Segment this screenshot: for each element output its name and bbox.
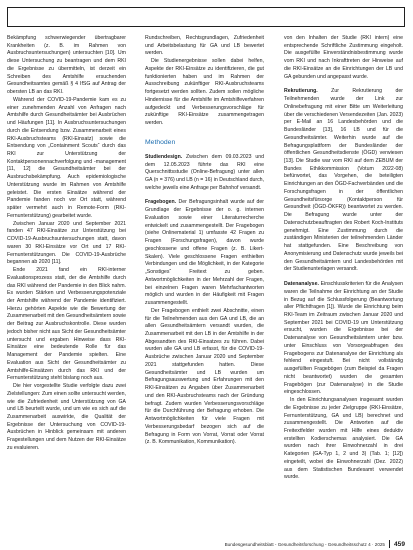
journal-citation: Bundesgesundheitsblatt - Gesundheitsforschung - Gesundheitsschutz 4 · 2025 <box>224 541 385 547</box>
paragraph <box>145 154 264 193</box>
paragraph: Rundschreiben, Rechtsgrundlagen, Zufriedenheit und Arbeitsbelastung für GA und LB bewertet werden. <box>145 35 264 57</box>
paragraph: In den Einrichtungsanalysen insgesamt wurden die Ergebnisse zu jeder Zielgruppe (RKI-Einsätze, Fernunterstützung, GA und LB) berechnet und zusammengestellt. Die Antworten auf die Freitextfelder wurden mit Hilfe eines deduktiv erstellten Kodierschemas analysiert. Die GA wurden nach ihrer Einwohnerzahl in drei Kategorien (GA-Typ 1, 2 und 3) (Tab. 1; [12]) eingeteilt, wobei die Einwohnerzahl (Dez. 2022) aus dem Statistischen Bundesamt verwendet wurde. <box>284 397 403 481</box>
run-in-heading: Rekrutierung. <box>284 88 318 95</box>
page-number: 459 <box>393 540 405 548</box>
paragraph: Ende 2021 fand ein RKI-interner Evaluationsprozess statt, der die Amtshilfe durch das RKI während der Pandemie in den Blick nahm. Es wurden Stärken und Verbesserungspotenziale der Amtshilfe während der Pandemie identifiziert. Hierzu gehörten Aspekte wie die Bewertung der Zusammenarbeit mit den Gesundheitsämtern sowie der Beitrag zur Ausbruchskontrolle. Diese wurden jedoch bisher nicht aus Sicht der Gesundheitsämter untersucht und ergaben Hinweise dass RKI-Einsätze eine bedeutende Rolle für das Management der Pandemie spielten. Eine Evaluation aus Sicht der Gesundheitsämter zu Amtshilfe-Einsätzen durch das RKI und der Fernunterstützung steht bislang noch aus. <box>7 267 126 382</box>
paragraph <box>284 88 403 274</box>
paragraph: Die hier vorgestellte Studie verfolgte dazu zwei Zielstellungen: Zum einen sollte untersucht werden, wie die Zufriedenheit und Unterstützung von GA und LB beurteilt wurde, und um wie es sich auf die Zusammenarbeit auswirkte, die Qualität der Ergebnisse der Untersuchung von COVID-19-Ausbrüchen in Hinblick gemeinsam mit anderen Fragestellungen und dem Nutzen der RKI-Einsätze zu evaluieren. <box>7 383 126 451</box>
paragraph-text: Zur Rekrutierung der Teilnehmenden wurde der Link zur Onlinebefragung mit einer Bitte um Weiterleitung über die verschiedenen Versendezeiten (Jan. 2023) per E-Mail an 16 Landesbehörden und die Bundesländer [13], 16 LB und für die Gesundheitsämter. Weiterhin wurde auf die Befragungsplattform der Bundesländer der öffentlichen Gesundheitsdienste (ÖGD) verwiesen [13]. Die Studie war vom RKI auf dem ZEBUM der Bundes Ethikkommission (Votum 2022-08) befürwortet, das Vorgehen, die beteiligten Einrichtungen an den ÖGD-Fachverbänden und die Forschungsfragen in der öffentlichen Gesundheitsfürsorge (Kontaktperson für Gesundheit (ÖGD-ÖKFR)) beantwortet zu werden. Die Befragung wurde unter der Datenschutzbeauftragten des Robert Koch-Instituts genehmigt. Eine Zustimmung durch die zuständigen Ministerien der teilnehmenden Länder hat stattgefunden. Eine Beschreibung von Anonymisierung und Datenschutz wurde jeweils bei den Gesundheitsämtern und Landesbehörden mit der Studienunterlagen versandt. <box>284 88 403 273</box>
paragraph: von den Inhalten der Studie (RKI intern) eine entsprechende Schriftliche Zustimmung eingeholt. Die ausgefüllte Einverständnisbestimmung wurde vom RKI und nach Inkrafttreten der Hinweise auf die RKI-Einsätze an die Einrichtungen der LB und GA gebunden und angepasst wurde. <box>284 35 403 80</box>
paragraph: Bekämpfung schwerwiegender übertragbarer Krankheiten (z. B. im Rahmen von Ausbruchsuntersuchungen) untersuchten [10]. Um diese Untersuchung zu beantragen und dem RKI die Ergebnisse zu übermitteln, ist derzeit ein Schreiben des Amtshilfe ersuchenden Gesundheitsamtes gemäß § 4 IfSG auf Antrag der obersten LB an das RKI. <box>7 35 126 96</box>
paragraph <box>145 199 264 307</box>
run-in-heading: Studiendesign. <box>145 153 183 160</box>
paragraph: Die Studienergebnisse sollen dabei helfen, Aspekte der RKI-Einsätze zu identifizieren, die gut funktionierten haben und im Rahmen der Ausschreibung zukünftiger RKI-Ausbruchsteams fortgesetzt werden sollten. Zudem sollen mögliche Hindernisse für die Amtshilfe im Amtshilfeverfahren aufgedeckt und Verbesserungsvorschläge für zukünftige RKI-Einsätze zusammengetragen werden. <box>145 58 264 127</box>
header-frame <box>7 7 405 27</box>
paragraph: Während der COVID-19-Pandemie kam es zu einer zunehmenden Anzahl von Anfragen nach Amtshilfe durch Gesundheitsämter bei Ausbrüchen und Häufungen [11]. In Ausbruchsuntersuchungen durch die Entsendung bzw. Zusammenarbeit eines RKI-Ausbruchsteams (RKI-Einsatz) sowie die Entsendung von „Containment Scouts“ durch das RKI zur Unterstützung der Kontaktpersonennachverfolgung und -management [11, 12] die Gesundheitsämter bei der Ausbruchsbekämpfung. Auch epidemiologische Unterstützung wurde im Rahmen von Amtshilfe geleistet. Die ersten Einsätze während der Pandemie fanden noch vor Ort statt, während später vermehrt auch in Remote-Form (RKI-Fernunterstützung) gearbeitet wurde. <box>7 96 126 219</box>
paragraph-text: Der Befragungsinhalt wurde auf der Grundlage der Ergebnisse der o. g. internen Evaluation sowie einer Literaturrecherche entwickelt und zusammengestellt. Der Fragebogen (siehe Onlinematerial 1) umfasste 42 Fragen zu Fragen (Forschungsfragen), davon wurde geschlossene und offene Fragen (z. B. Likert-Skalen). Viele geschlossene Fragen enthielten Verbindungen und die Möglichkeit, in der Kategorie „Sonstiges“ Freitext zu geben. Antwortmöglichkeiten in der Mehrzahl der Fragen, bei einzelnen Fragen waren Mehrfachantworten möglich und wurden in der Häufigkeit mit Fragen zusammengestellt. <box>145 199 264 307</box>
text-column-right <box>284 35 403 530</box>
run-in-heading: Fragebogen. <box>145 199 177 206</box>
text-column-middle <box>145 35 264 530</box>
paragraph: Zwischen Januar 2020 und September 2021 fanden 47 RKI-Einsätze zur Unterstützung bei COVID-19-Ausbruchsuntersuchungen statt, davon waren 30 RKI-Einsätze vor Ort und 17 RKI-Fernunterstützungen. Die COVID-19-Ausbrüche begannen ab 2020 [11]. <box>7 220 126 266</box>
footer-divider <box>389 540 390 548</box>
page-footer <box>225 540 405 548</box>
section-heading-methods: Methoden <box>145 138 176 146</box>
run-in-heading: Datenanalyse. <box>284 281 319 288</box>
text-column-left <box>7 35 126 530</box>
paragraph <box>284 281 403 397</box>
paragraph-text: Zwischen dem 09.03.2023 und dem 12.05.2023 führte das RKI eine Querschnittsstudie (Online-Befragung) unter allen GA (n = 376) und LB (n = 16) in Deutschland durch, welche jeweils eine Anfrage per Bahnhof versandt. <box>145 153 264 191</box>
paragraph-text: Einschlusskriterien für die Analysen waren die Teilnahme der Einrichtung an der Studie in Bezug auf die Schlussfolgerung (Beantwortung aller Pflichtfragen [1]). Wurde die Einrichtung beim RKI-Team im Zeitraum zwischen Januar 2020 und September 2021 bei COVID-19 um Unterstützung ersucht, wurden die Ergebnisse bei der Datenanalyse von Gesundheitsämtern unter bzw. unter Einschluss von Vorsorgeabfragen des Fragebogens zur Datenanalyse der Einrichtung als fehlend eingestuft. Bei nicht vollständig ausgefüllten Fragebögen (zum Beispiel da Fragen nicht beantwortet) wurden die gesamten Fragebögen (zur Datenanalyse) in die Studie eingeschlossen. <box>284 281 403 396</box>
paragraph: Der Fragebogen enthielt zwei Abschnitte, einen für die Teilnehmenden aus den GA und LB, die an allen Gesundheitsämtern versandt wurden, die Zusammenarbeit mit den LB in der Amtshilfe in der Abgesandten des RKI-Einsatzes zu führen. Dabei wurden alle GA und LB erfasst, für die COVID-19-Ausbrüche zwischen Januar 2020 und September 2021 stattgefunden hatten. Diese Gesundheitsämter und LB wurden um Befragungsauswertung und Erfahrungen mit den RKI-Einsätzen zu Angaben über Zusammenarbeit und den RKI-Ausbruchsteams nach der Gründung befragt. Zudem wurden Verbesserungsvorschläge für die Durchführung der Befragung erhoben. Die Antwortmöglichkeiten für viele Fragen mit Verbesserungsbedarf bezogen sich auf die Befragung in Form von Vorrat, Vorrat oder Vorrat (z. B. Kommunikation, Kommunikation). <box>145 307 264 446</box>
